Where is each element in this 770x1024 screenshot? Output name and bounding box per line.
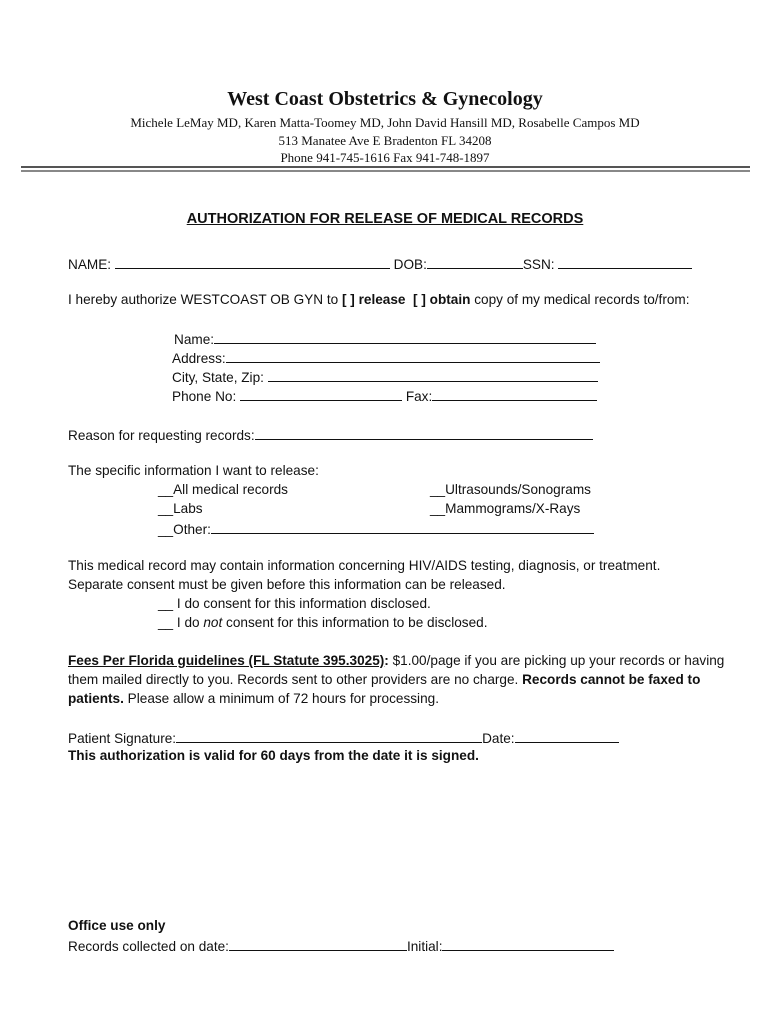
practice-name: West Coast Obstetrics & Gynecology [227, 88, 543, 110]
hiv-notice-line1: This medical record may contain information concerning HIV/AIDS testing, diagnosis, or treatment. [68, 558, 661, 573]
validity-notice: This authorization is valid for 60 days from the date it is signed. [68, 748, 479, 763]
header-divider-secondary [21, 170, 750, 172]
recipient-address-field[interactable] [226, 349, 600, 363]
signature-field[interactable] [176, 729, 482, 743]
recipient-fax-label: Fax: [405, 389, 433, 404]
obtain-checkbox[interactable]: [ ] obtain [413, 292, 471, 307]
dob-field[interactable] [427, 255, 523, 269]
form-title: AUTHORIZATION FOR RELEASE OF MEDICAL RECORDS [186, 211, 584, 227]
signature-label: Patient Signature: [68, 731, 177, 746]
recipient-address-label: Address: [172, 351, 226, 366]
collected-date-field[interactable] [229, 937, 407, 951]
recipient-city-row [172, 368, 598, 385]
fees-warning: Records cannot be faxed to [522, 672, 701, 687]
reason-label: Reason for requesting records: [68, 428, 255, 443]
fees-line2 [68, 672, 700, 687]
consent-no-option[interactable] [158, 615, 487, 630]
option-other-field[interactable] [211, 520, 594, 534]
practice-contact: Phone 941-745-1616 Fax 941-748-1897 [280, 150, 490, 165]
fees-heading: Fees Per Florida guidelines (FL Statute 395.3025) [68, 653, 385, 668]
recipient-name-label: Name: [174, 332, 215, 347]
option-ultrasounds[interactable]: __Ultrasounds/Sonograms [430, 482, 591, 497]
option-labs[interactable]: __Labs [158, 501, 203, 516]
name-label: NAME: [68, 257, 112, 272]
practice-address: 513 Manatee Ave E Bradenton FL 34208 [278, 133, 492, 148]
fees-processing: Please allow a minimum of 72 hours for processing. [123, 691, 439, 706]
fees-text-2: them mailed directly to you. Records sent to other providers are no charge. [68, 672, 523, 687]
signature-row [68, 729, 619, 746]
office-use-row [68, 937, 614, 954]
fees-line1 [68, 653, 724, 668]
option-mammograms[interactable]: __Mammograms/X-Rays [430, 501, 581, 516]
recipient-city-field[interactable] [268, 368, 598, 382]
authorize-line [68, 292, 690, 307]
initial-field[interactable] [442, 937, 614, 951]
signature-date-field[interactable] [515, 729, 619, 743]
reason-field[interactable] [255, 426, 593, 440]
fees-line3 [68, 691, 439, 706]
ssn-label: SSN: [522, 257, 555, 272]
reason-row [68, 426, 593, 443]
ssn-field[interactable] [558, 255, 692, 269]
dob-label: DOB: [393, 257, 427, 272]
authorize-text-end: copy of my medical records to/from: [470, 292, 690, 307]
doctors-list: Michele LeMay MD, Karen Matta-Toomey MD, John David Hansill MD, Rosabelle Campos MD [130, 115, 640, 130]
patient-info-row [68, 255, 692, 272]
option-all-records[interactable]: __All medical records [158, 482, 288, 497]
initial-label: Initial: [406, 939, 443, 954]
consent-yes-option[interactable]: __ I do consent for this information disclosed. [158, 596, 431, 611]
recipient-fax-field[interactable] [432, 387, 597, 401]
recipient-city-label: City, State, Zip: [172, 370, 264, 385]
hiv-notice-line2: Separate consent must be given before this information can be released. [68, 577, 506, 592]
recipient-name-row [174, 330, 596, 347]
signature-date-label: Date: [482, 731, 515, 746]
consent-no-text: __ I do [158, 615, 204, 630]
name-field[interactable] [115, 255, 390, 269]
header-divider [21, 166, 750, 168]
recipient-address-row [172, 349, 600, 366]
recipient-phone-field[interactable] [240, 387, 402, 401]
option-other-row [158, 520, 594, 537]
option-other[interactable]: __Other: [158, 522, 211, 537]
consent-no-text-end: consent for this information to be disclosed. [222, 615, 488, 630]
specific-info-label: The specific information I want to release: [68, 463, 319, 478]
consent-no-emphasis: not [203, 615, 223, 630]
office-use-heading: Office use only [68, 918, 166, 933]
recipient-phone-row [172, 387, 597, 404]
fees-warning-end: patients. [68, 691, 124, 706]
authorize-text: I hereby authorize WESTCOAST OB GYN to [68, 292, 342, 307]
recipient-phone-label: Phone No: [172, 389, 237, 404]
fees-colon: : [384, 653, 389, 668]
fees-text: $1.00/page if you are picking up your records or having [388, 653, 725, 668]
release-checkbox[interactable]: [ ] release [342, 292, 406, 307]
recipient-name-field[interactable] [214, 330, 596, 344]
collected-date-label: Records collected on date: [68, 939, 229, 954]
